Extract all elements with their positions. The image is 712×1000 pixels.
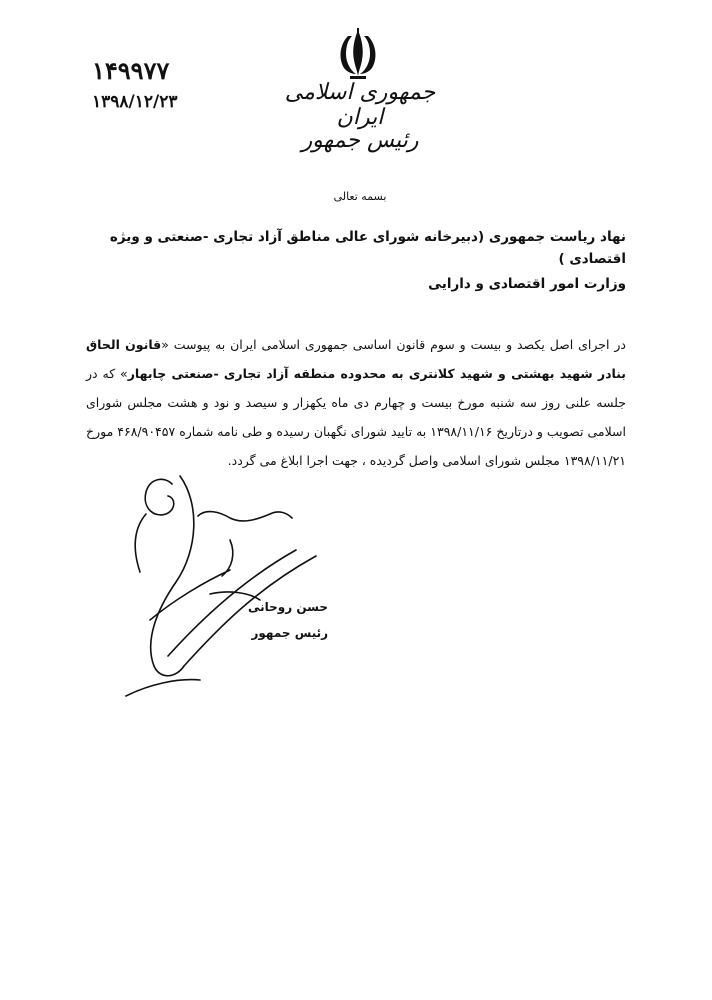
body-part2: » که در جلسه علنی روز سه شنبه مورخ بیست و چهارم دی ماه یکهزار و سیصد و نود و هشت مجلس شورای اسلامی تصویب و درتاریخ ۱۳۹۸/۱۱/۱۶ به تایید شورای نگهبان رسیده و طی نامه شماره ۴۶۸/۹۰۴۵۷ مورخ ۱۳۹۸/۱۱/۲۱ مجلس شورای اسلامی واصل گردیده ، جهت اجرا ابلاغ می گردد. [86,366,626,468]
letter-body [86,330,626,475]
handwritten-signature [80,470,340,700]
law-title: قانون الحاق بنادر شهید بهشتی و شهید کلانتری به محدوده منطقه آزاد تجاری -صنعتی چابهار [86,337,627,381]
letter-number: ۱۴۹۹۷۷ [92,56,170,85]
letter-date: ۱۳۹۸/۱۲/۲۳ [92,92,178,112]
recipient-ministry: وزارت امور اقتصادی و دارایی [428,276,626,292]
iran-emblem-icon [330,26,386,82]
signer-title: رئیس جمهور [251,626,328,640]
header-office: رئیس جمهور [301,128,419,153]
header-country: جمهوری اسلامی ایران [284,80,436,130]
invocation: بسمه تعالی [333,190,387,203]
signer-name: حسن روحانی [247,600,328,614]
recipient-presidential-office: نهاد ریاست جمهوری (دبیرخانه شورای عالی مناطق آزاد تجاری -صنعتی و ویژه اقتصادی ) [109,229,626,267]
body-part1: در اجرای اصل یکصد و بیست و سوم قانون اساسی جمهوری اسلامی ایران به پیوست « [161,337,626,352]
